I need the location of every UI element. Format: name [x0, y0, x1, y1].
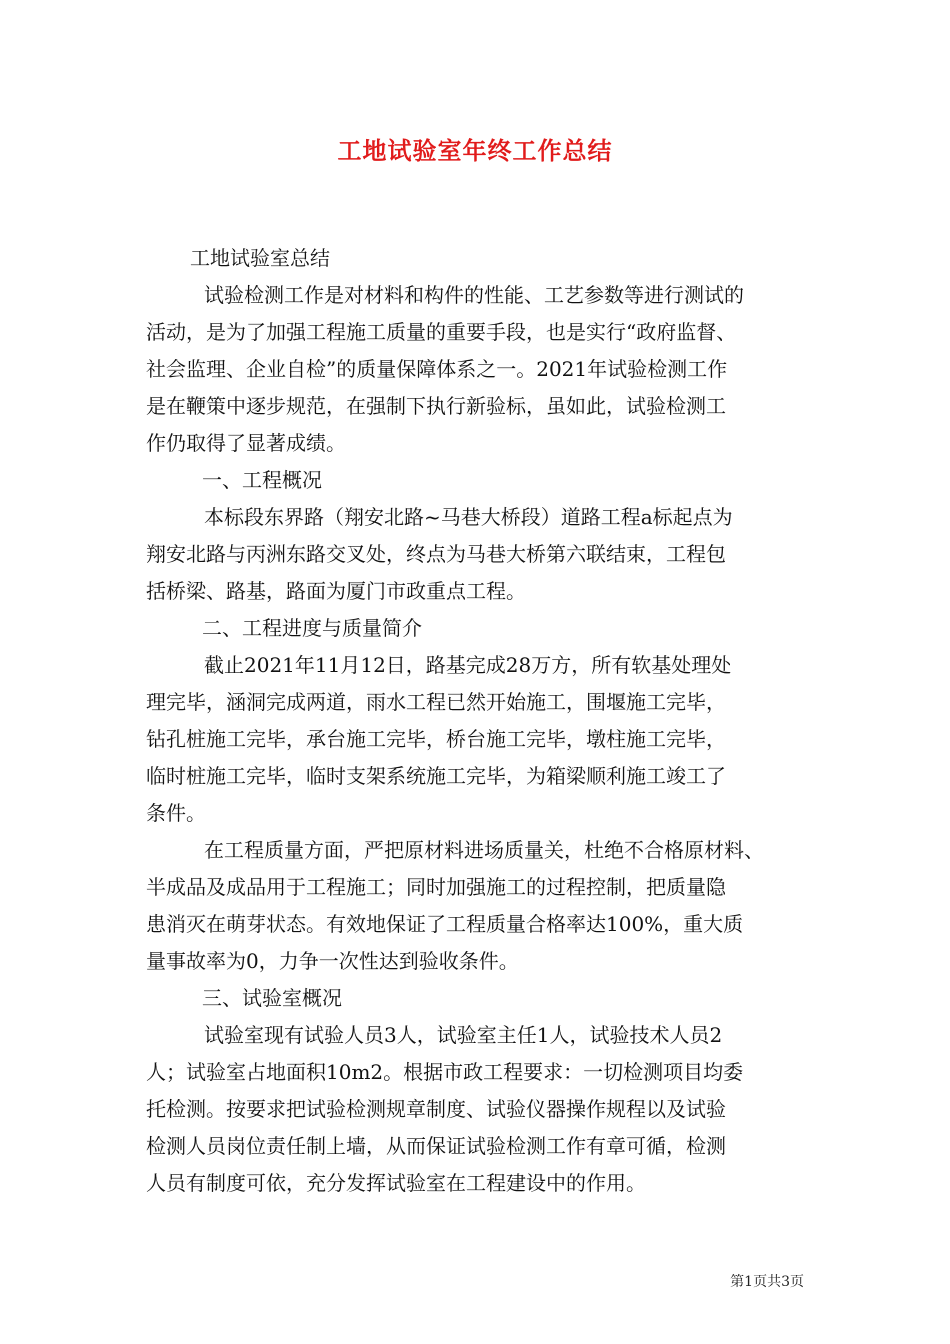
section2-paragraph-1	[146, 647, 808, 832]
paragraph-line: 在工程质量方面，严把原材料进场质量关，杜绝不合格原材料、	[204, 838, 764, 862]
page-number: 第1页共3页	[730, 1274, 804, 1290]
paragraph-line: 试验室现有试验人员3人，试验室主任1人，试验技术人员2	[204, 1023, 723, 1047]
paragraph-line: 半成品及成品用于工程施工；同时加强施工的过程控制，把质量隐	[146, 875, 726, 899]
paragraph-line: 活动，是为了加强工程施工质量的重要手段，也是实行“政府监督、	[146, 320, 737, 344]
paragraph-line: 括桥梁、路基，路面为厦门市政重点工程。	[146, 579, 526, 603]
section1-paragraph	[146, 499, 808, 610]
paragraph-line: 钻孔桩施工完毕，承台施工完毕，桥台施工完毕，墩柱施工完毕，	[146, 727, 726, 751]
document-subtitle: 工地试验室总结	[190, 246, 330, 270]
paragraph-line: 是在鞭策中逐步规范，在强制下执行新验标，虽如此，试验检测工	[146, 394, 726, 418]
paragraph-line: 试验检测工作是对材料和构件的性能、工艺参数等进行测试的	[204, 283, 744, 307]
document-body	[146, 240, 808, 1202]
paragraph-line: 翔安北路与丙洲东路交叉处，终点为马巷大桥第六联结束，工程包	[146, 542, 726, 566]
paragraph-line: 作仍取得了显著成绩。	[146, 431, 346, 455]
section3-paragraph	[146, 1017, 808, 1202]
section-heading: 三、试验室概况	[202, 986, 342, 1010]
paragraph-line: 临时桩施工完毕，临时支架系统施工完毕，为箱梁顺利施工竣工了	[146, 764, 726, 788]
paragraph-line: 人；试验室占地面积10m2。根据市政工程要求：一切检测项目均委	[146, 1060, 744, 1084]
paragraph-line: 条件。	[146, 801, 206, 825]
section2-paragraph-2	[146, 832, 808, 980]
paragraph-line: 检测人员岗位责任制上墙，从而保证试验检测工作有章可循，检测	[146, 1134, 726, 1158]
paragraph-line: 量事故率为0，力争一次性达到验收条件。	[146, 949, 519, 973]
paragraph-line: 截止2021年11月12日，路基完成28万方，所有软基处理处	[204, 653, 732, 677]
paragraph-line: 本标段东界路（翔安北路~马巷大桥段）道路工程a标起点为	[204, 505, 733, 529]
paragraph-line: 患消灭在萌芽状态。有效地保证了工程质量合格率达100%，重大质	[146, 912, 744, 936]
intro-paragraph	[146, 277, 808, 462]
paragraph-line: 社会监理、企业自检”的质量保障体系之一。2021年试验检测工作	[146, 357, 728, 381]
document-title: 工地试验室年终工作总结	[337, 136, 613, 165]
paragraph-line: 理完毕，涵洞完成两道，雨水工程已然开始施工，围堰施工完毕，	[146, 690, 726, 714]
paragraph-line: 人员有制度可依，充分发挥试验室在工程建设中的作用。	[146, 1171, 646, 1195]
paragraph-line: 托检测。按要求把试验检测规章制度、试验仪器操作规程以及试验	[146, 1097, 726, 1121]
section-heading: 二、工程进度与质量简介	[202, 616, 422, 640]
section-heading: 一、工程概况	[202, 468, 322, 492]
